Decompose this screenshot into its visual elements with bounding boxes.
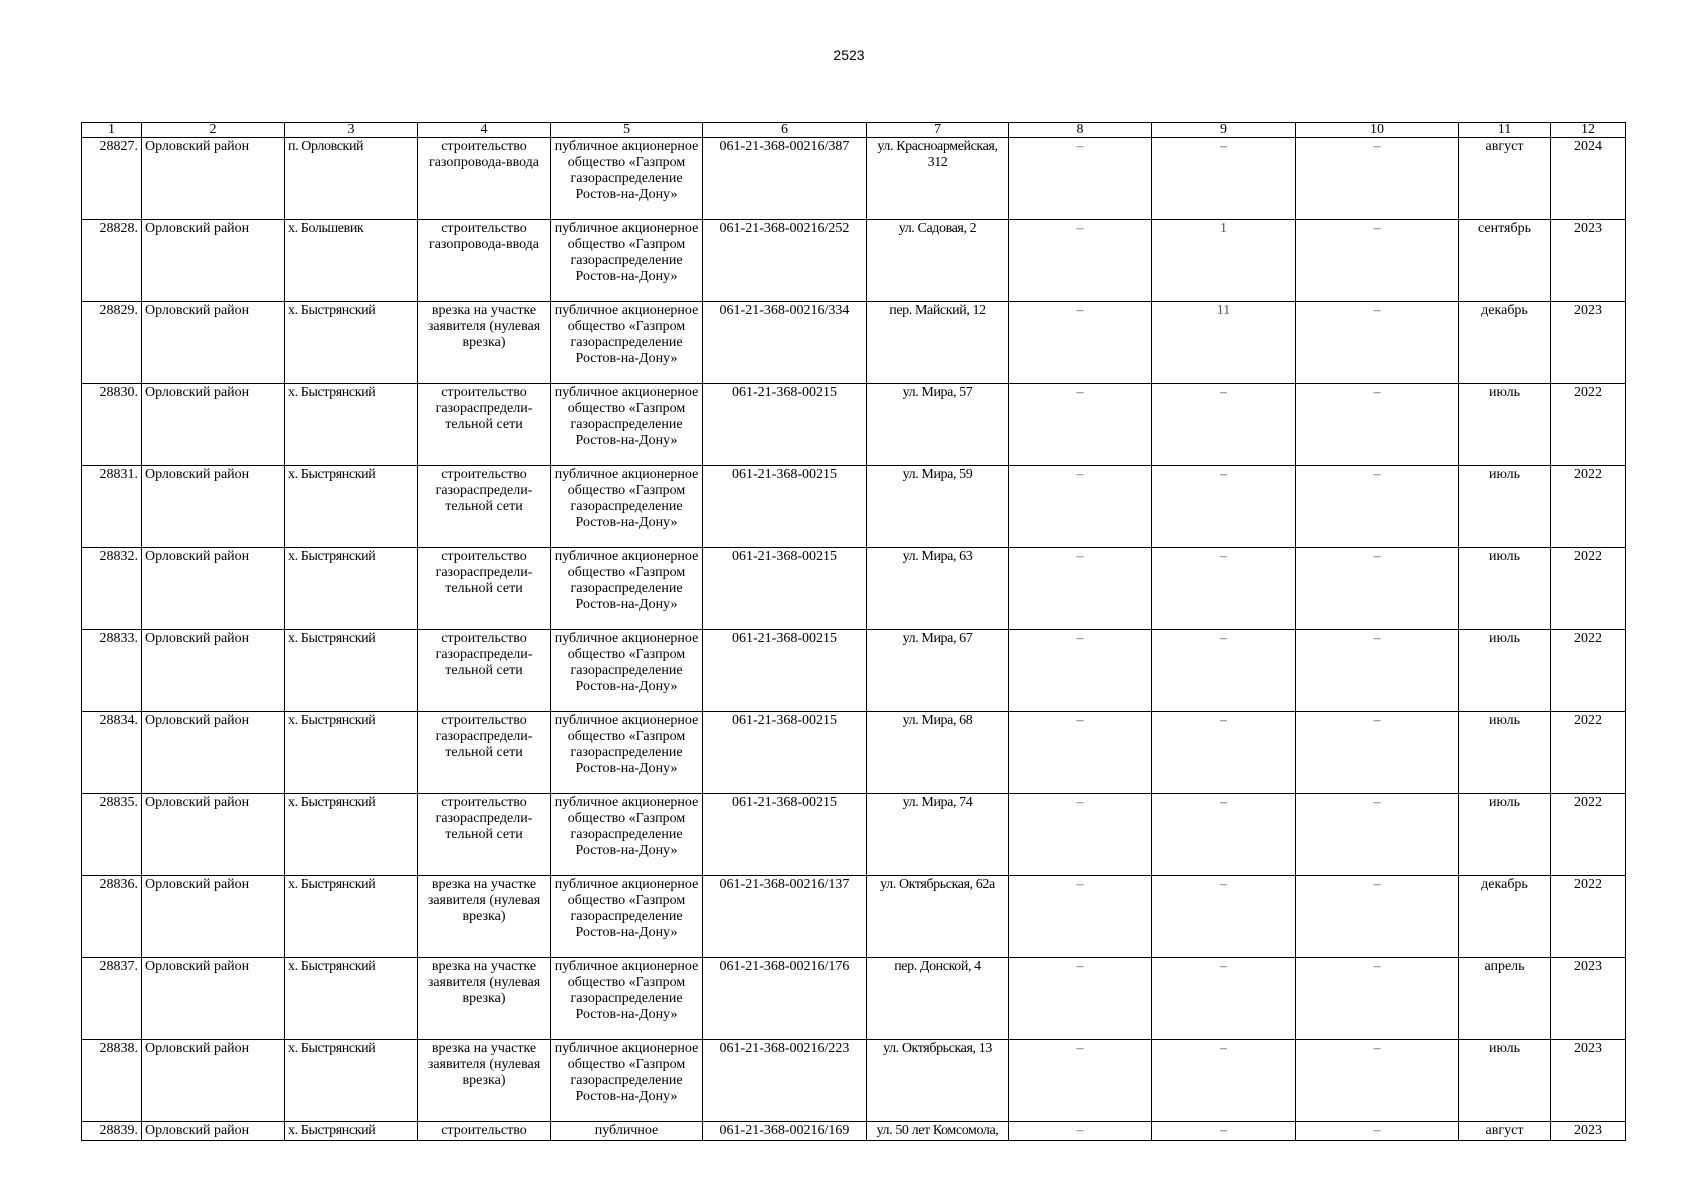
organization-cell: публичное акционерное общество «Газпром газораспределение Ростов-на-Дону»: [551, 794, 703, 876]
row-number-cell: 28836.: [82, 876, 142, 958]
column-9-cell: –: [1152, 958, 1296, 1040]
table-row: [82, 712, 1626, 794]
registry-code-cell: 061-21-368-00215: [703, 630, 867, 712]
year-cell: 2022: [1551, 876, 1626, 958]
district-cell: Орловский район: [142, 220, 285, 302]
row-number-cell: 28828.: [82, 220, 142, 302]
address-cell: ул. Мира, 74: [867, 794, 1009, 876]
month-cell: июль: [1459, 466, 1551, 548]
work-type-cell: строительство газораспредели-тельной сети: [418, 794, 551, 876]
table-row: [82, 138, 1626, 220]
column-10-cell: –: [1296, 1040, 1459, 1122]
work-type-cell: строительство газопровода-ввода: [418, 138, 551, 220]
registry-code-cell: 061-21-368-00216/223: [703, 1040, 867, 1122]
organization-cell: публичное акционерное общество «Газпром газораспределение Ростов-на-Дону»: [551, 630, 703, 712]
organization-cell: публичное акционерное общество «Газпром газораспределение Ростов-на-Дону»: [551, 384, 703, 466]
settlement-cell: х. Быстрянский: [285, 548, 418, 630]
column-8-cell: –: [1009, 548, 1152, 630]
column-header: 7: [867, 123, 1009, 138]
year-cell: 2022: [1551, 794, 1626, 876]
table-row: [82, 302, 1626, 384]
column-header: 10: [1296, 123, 1459, 138]
settlement-cell: х. Быстрянский: [285, 630, 418, 712]
settlement-cell: х. Быстрянский: [285, 1122, 418, 1141]
year-cell: 2024: [1551, 138, 1626, 220]
column-10-cell: –: [1296, 466, 1459, 548]
column-10-cell: –: [1296, 630, 1459, 712]
column-8-cell: –: [1009, 220, 1152, 302]
column-8-cell: –: [1009, 138, 1152, 220]
column-number-row: [82, 123, 1626, 138]
work-type-cell: строительство газораспредели-тельной сети: [418, 384, 551, 466]
year-cell: 2023: [1551, 958, 1626, 1040]
district-cell: Орловский район: [142, 466, 285, 548]
column-9-cell: –: [1152, 384, 1296, 466]
table-row: [82, 220, 1626, 302]
year-cell: 2022: [1551, 466, 1626, 548]
column-header: 5: [551, 123, 703, 138]
registry-table: [81, 122, 1626, 1141]
year-cell: 2023: [1551, 1122, 1626, 1141]
column-8-cell: –: [1009, 466, 1152, 548]
settlement-cell: х. Быстрянский: [285, 1040, 418, 1122]
year-cell: 2023: [1551, 1040, 1626, 1122]
organization-cell: публичное акционерное общество «Газпром газораспределение Ростов-на-Дону»: [551, 712, 703, 794]
address-cell: ул. Мира, 59: [867, 466, 1009, 548]
column-9-cell: –: [1152, 1122, 1296, 1141]
work-type-cell: врезка на участке заявителя (нулевая врезка): [418, 302, 551, 384]
settlement-cell: х. Быстрянский: [285, 958, 418, 1040]
table-body: [82, 138, 1626, 1141]
registry-code-cell: 061-21-368-00215: [703, 712, 867, 794]
organization-cell: публичное акционерное общество «Газпром газораспределение Ростов-на-Дону»: [551, 220, 703, 302]
month-cell: июль: [1459, 548, 1551, 630]
column-8-cell: –: [1009, 1122, 1152, 1141]
work-type-cell: строительство: [418, 1122, 551, 1141]
column-9-cell: –: [1152, 1040, 1296, 1122]
work-type-cell: врезка на участке заявителя (нулевая врезка): [418, 958, 551, 1040]
column-9-cell: –: [1152, 548, 1296, 630]
month-cell: сентябрь: [1459, 220, 1551, 302]
row-number-cell: 28839.: [82, 1122, 142, 1141]
settlement-cell: х. Быстрянский: [285, 466, 418, 548]
column-10-cell: –: [1296, 958, 1459, 1040]
organization-cell: публичное акционерное общество «Газпром газораспределение Ростов-на-Дону»: [551, 1040, 703, 1122]
column-10-cell: –: [1296, 876, 1459, 958]
settlement-cell: п. Орловский: [285, 138, 418, 220]
address-cell: ул. Октябрьская, 62а: [867, 876, 1009, 958]
column-9-cell: –: [1152, 138, 1296, 220]
organization-cell: публичное акционерное общество «Газпром газораспределение Ростов-на-Дону»: [551, 138, 703, 220]
row-number-cell: 28837.: [82, 958, 142, 1040]
table-row: [82, 958, 1626, 1040]
column-10-cell: –: [1296, 138, 1459, 220]
settlement-cell: х. Быстрянский: [285, 384, 418, 466]
organization-cell: публичное акционерное общество «Газпром газораспределение Ростов-на-Дону»: [551, 958, 703, 1040]
column-header: 4: [418, 123, 551, 138]
column-8-cell: –: [1009, 1040, 1152, 1122]
registry-code-cell: 061-21-368-00216/252: [703, 220, 867, 302]
column-8-cell: –: [1009, 794, 1152, 876]
column-9-cell: –: [1152, 466, 1296, 548]
month-cell: июль: [1459, 630, 1551, 712]
row-number-cell: 28833.: [82, 630, 142, 712]
organization-cell: публичное акционерное общество «Газпром газораспределение Ростов-на-Дону»: [551, 466, 703, 548]
month-cell: июль: [1459, 712, 1551, 794]
address-cell: ул. Октябрьская, 13: [867, 1040, 1009, 1122]
address-cell: ул. Мира, 67: [867, 630, 1009, 712]
row-number-cell: 28829.: [82, 302, 142, 384]
month-cell: август: [1459, 1122, 1551, 1141]
column-9-cell: 11: [1152, 302, 1296, 384]
registry-code-cell: 061-21-368-00215: [703, 548, 867, 630]
address-cell: ул. Мира, 63: [867, 548, 1009, 630]
column-10-cell: –: [1296, 794, 1459, 876]
district-cell: Орловский район: [142, 712, 285, 794]
work-type-cell: строительство газопровода-ввода: [418, 220, 551, 302]
column-header: 2: [142, 123, 285, 138]
address-cell: ул. Мира, 68: [867, 712, 1009, 794]
row-number-cell: 28830.: [82, 384, 142, 466]
column-8-cell: –: [1009, 712, 1152, 794]
work-type-cell: строительство газораспредели-тельной сети: [418, 548, 551, 630]
work-type-cell: строительство газораспредели-тельной сети: [418, 630, 551, 712]
settlement-cell: х. Большевик: [285, 220, 418, 302]
address-cell: ул. Мира, 57: [867, 384, 1009, 466]
column-header: 6: [703, 123, 867, 138]
district-cell: Орловский район: [142, 384, 285, 466]
column-header: 1: [82, 123, 142, 138]
column-header: 8: [1009, 123, 1152, 138]
table-row: [82, 1040, 1626, 1122]
year-cell: 2023: [1551, 220, 1626, 302]
page-number: 2523: [833, 47, 865, 63]
organization-cell: публичное акционерное общество «Газпром газораспределение Ростов-на-Дону»: [551, 548, 703, 630]
settlement-cell: х. Быстрянский: [285, 794, 418, 876]
address-cell: ул. Садовая, 2: [867, 220, 1009, 302]
row-number-cell: 28831.: [82, 466, 142, 548]
district-cell: Орловский район: [142, 548, 285, 630]
district-cell: Орловский район: [142, 876, 285, 958]
district-cell: Орловский район: [142, 138, 285, 220]
settlement-cell: х. Быстрянский: [285, 712, 418, 794]
year-cell: 2022: [1551, 384, 1626, 466]
registry-code-cell: 061-21-368-00215: [703, 384, 867, 466]
column-header: 9: [1152, 123, 1296, 138]
district-cell: Орловский район: [142, 1122, 285, 1141]
row-number-cell: 28838.: [82, 1040, 142, 1122]
column-8-cell: –: [1009, 958, 1152, 1040]
year-cell: 2022: [1551, 548, 1626, 630]
table-row: [82, 630, 1626, 712]
address-cell: ул. 50 лет Комсомола,: [867, 1122, 1009, 1141]
settlement-cell: х. Быстрянский: [285, 876, 418, 958]
column-9-cell: –: [1152, 712, 1296, 794]
registry-code-cell: 061-21-368-00216/176: [703, 958, 867, 1040]
row-number-cell: 28832.: [82, 548, 142, 630]
registry-code-cell: 061-21-368-00216/334: [703, 302, 867, 384]
work-type-cell: врезка на участке заявителя (нулевая врезка): [418, 1040, 551, 1122]
column-8-cell: –: [1009, 630, 1152, 712]
month-cell: июль: [1459, 794, 1551, 876]
row-number-cell: 28827.: [82, 138, 142, 220]
table-row: [82, 548, 1626, 630]
organization-cell: публичное акционерное общество «Газпром газораспределение Ростов-на-Дону»: [551, 876, 703, 958]
row-number-cell: 28835.: [82, 794, 142, 876]
column-10-cell: –: [1296, 1122, 1459, 1141]
row-number-cell: 28834.: [82, 712, 142, 794]
district-cell: Орловский район: [142, 1040, 285, 1122]
column-header: 11: [1459, 123, 1551, 138]
column-10-cell: –: [1296, 384, 1459, 466]
settlement-cell: х. Быстрянский: [285, 302, 418, 384]
table-row: [82, 466, 1626, 548]
organization-cell: публичное: [551, 1122, 703, 1141]
work-type-cell: строительство газораспредели-тельной сети: [418, 466, 551, 548]
month-cell: июль: [1459, 384, 1551, 466]
month-cell: декабрь: [1459, 302, 1551, 384]
column-9-cell: 1: [1152, 220, 1296, 302]
month-cell: июль: [1459, 1040, 1551, 1122]
column-8-cell: –: [1009, 384, 1152, 466]
year-cell: 2022: [1551, 712, 1626, 794]
work-type-cell: врезка на участке заявителя (нулевая врезка): [418, 876, 551, 958]
registry-code-cell: 061-21-368-00216/387: [703, 138, 867, 220]
column-9-cell: –: [1152, 794, 1296, 876]
registry-code-cell: 061-21-368-00216/169: [703, 1122, 867, 1141]
table-row: [82, 794, 1626, 876]
work-type-cell: строительство газораспредели-тельной сети: [418, 712, 551, 794]
district-cell: Орловский район: [142, 302, 285, 384]
year-cell: 2023: [1551, 302, 1626, 384]
month-cell: апрель: [1459, 958, 1551, 1040]
column-header: 3: [285, 123, 418, 138]
month-cell: декабрь: [1459, 876, 1551, 958]
year-cell: 2022: [1551, 630, 1626, 712]
column-header: 12: [1551, 123, 1626, 138]
table-row: [82, 384, 1626, 466]
column-9-cell: –: [1152, 876, 1296, 958]
registry-code-cell: 061-21-368-00215: [703, 794, 867, 876]
district-cell: Орловский район: [142, 630, 285, 712]
column-8-cell: –: [1009, 302, 1152, 384]
column-10-cell: –: [1296, 712, 1459, 794]
registry-code-cell: 061-21-368-00215: [703, 466, 867, 548]
column-8-cell: –: [1009, 876, 1152, 958]
column-10-cell: –: [1296, 302, 1459, 384]
address-cell: пер. Майский, 12: [867, 302, 1009, 384]
month-cell: август: [1459, 138, 1551, 220]
registry-code-cell: 061-21-368-00216/137: [703, 876, 867, 958]
address-cell: ул. Красноармейская, 312: [867, 138, 1009, 220]
table-row: [82, 1122, 1626, 1141]
column-10-cell: –: [1296, 548, 1459, 630]
table-row: [82, 876, 1626, 958]
address-cell: пер. Донской, 4: [867, 958, 1009, 1040]
organization-cell: публичное акционерное общество «Газпром газораспределение Ростов-на-Дону»: [551, 302, 703, 384]
column-10-cell: –: [1296, 220, 1459, 302]
district-cell: Орловский район: [142, 794, 285, 876]
column-9-cell: –: [1152, 630, 1296, 712]
district-cell: Орловский район: [142, 958, 285, 1040]
